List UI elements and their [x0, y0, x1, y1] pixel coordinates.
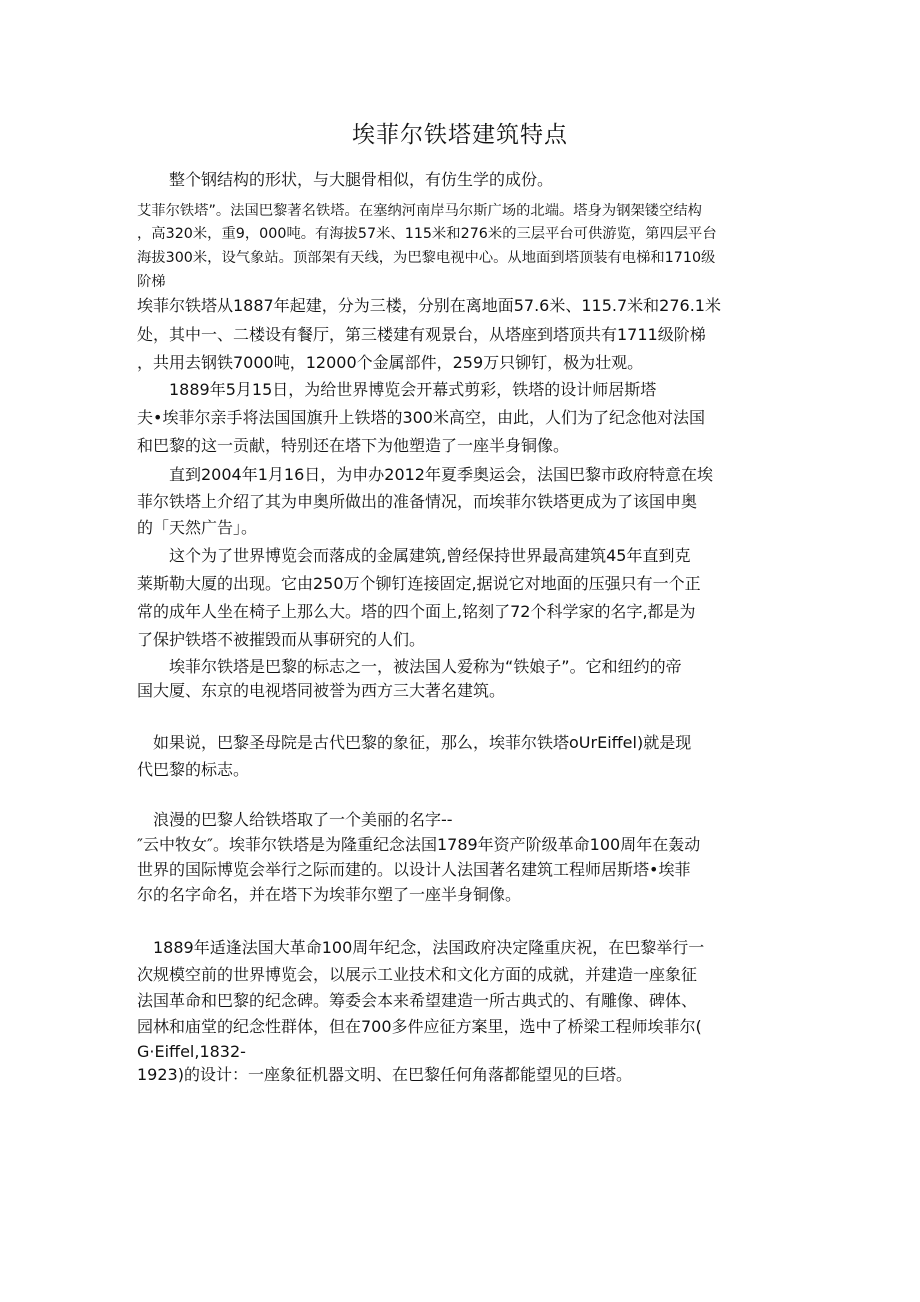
paragraph-line: 如果说，巴黎圣母院是古代巴黎的象征，那么，埃菲尔铁塔oUrEiffel)就是现: [137, 733, 692, 752]
paragraph-line: 尔的名字命名，并在塔下为埃菲尔塑了一座半身铜像。: [137, 885, 522, 904]
paragraph-line: 处，其中一、二楼设有餐厅，第三楼建有观景台，从塔座到塔顶共有1711级阶梯: [137, 325, 706, 344]
document-title: 埃菲尔铁塔建筑特点: [352, 122, 568, 148]
paragraph-line: 这个为了世界博览会而落成的金属建筑,曾经保持世界最高建筑45年直到克: [137, 546, 691, 565]
paragraph-line: 园林和庙堂的纪念性群体，但在700多件应征方案里，选中了桥梁工程师埃菲尔(: [137, 1017, 702, 1036]
paragraph-line: 1889年适逢法国大革命100周年纪念，法国政府决定隆重庆祝，在巴黎举行一: [137, 938, 705, 957]
paragraph-line: 次规模空前的世界博览会，以展示工业技术和文化方面的成就，并建造一座象征: [137, 965, 698, 984]
paragraph-line: 直到2004年1月16日，为申办2012年夏季奥运会，法国巴黎市政府特意在埃: [137, 465, 713, 484]
paragraph-line: 艾菲尔铁塔”。法国巴黎著名铁塔。在塞纳河南岸马尔斯广场的北端。塔身为钢架镂空结构: [137, 203, 702, 219]
paragraph-line: 1923)的设计：一座象征机器文明、在巴黎任何角落都能望见的巨塔。: [137, 1065, 632, 1084]
paragraph-line: 夫•埃菲尔亲手将法国国旗升上铁塔的300米高空，由此，人们为了纪念他对法国: [137, 408, 705, 427]
paragraph-line: 阶梯: [137, 274, 166, 290]
paragraph-line: 的「天然广告」。: [137, 518, 258, 537]
paragraph-line: 埃菲尔铁塔是巴黎的标志之一，被法国人爱称为“铁娘子”。它和纽约的帝: [137, 657, 682, 676]
paragraph-line: G·Eiffel,1832-: [137, 1042, 246, 1061]
paragraph-line: 浪漫的巴黎人给铁塔取了一个美丽的名字--: [137, 810, 453, 829]
paragraph-line: 了保护铁塔不被摧毁而从事研究的人们。: [137, 630, 426, 649]
paragraph-line: 代巴黎的标志。: [137, 760, 250, 779]
paragraph-line: 整个钢结构的形状，与大腿骨相似，有仿生学的成份。: [137, 170, 554, 189]
paragraph-line: ″云中牧女″。埃菲尔铁塔是为隆重纪念法国1789年资产阶级革命100周年在轰动: [137, 835, 701, 854]
paragraph-line: 海拔300米，设气象站。顶部架有天线，为巴黎电视中心。从地面到塔顶装有电梯和1710级: [137, 250, 716, 266]
paragraph-line: ，共用去钢铁7000吨，12000个金属部件，259万只铆钉，极为壮观。: [137, 353, 644, 372]
paragraph-line: 莱斯勒大厦的出现。它由250万个铆钉连接固定,据说它对地面的压强只有一个正: [137, 574, 701, 593]
paragraph-line: 和巴黎的这一贡献，特别还在塔下为他塑造了一座半身铜像。: [137, 436, 570, 455]
paragraph-line: 1889年5月15日，为给世界博览会开幕式剪彩，铁塔的设计师居斯塔: [137, 380, 657, 399]
paragraph-line: 埃菲尔铁塔从1887年起建，分为三楼，分别在离地面57.6米、115.7米和276.1米: [137, 296, 721, 315]
paragraph-line: 常的成年人坐在椅子上那么大。塔的四个面上,铭刻了72个科学家的名字,都是为: [137, 602, 696, 621]
paragraph-line: ，高320米，重9，000吨。有海拔57米、115米和276米的三层平台可供游览，第四层平台: [137, 226, 717, 242]
paragraph-line: 世界的国际博览会举行之际而建的。以设计人法国著名建筑工程师居斯塔•埃菲: [137, 860, 691, 879]
paragraph-line: 国大厦、东京的电视塔同被誉为西方三大著名建筑。: [137, 681, 506, 700]
paragraph-line: 菲尔铁塔上介绍了其为申奥所做出的准备情况，而埃菲尔铁塔更成为了该国申奥: [137, 492, 698, 511]
paragraph-line: 法国革命和巴黎的纪念碑。筹委会本来希望建造一所古典式的、有雕像、碑体、: [137, 991, 698, 1010]
